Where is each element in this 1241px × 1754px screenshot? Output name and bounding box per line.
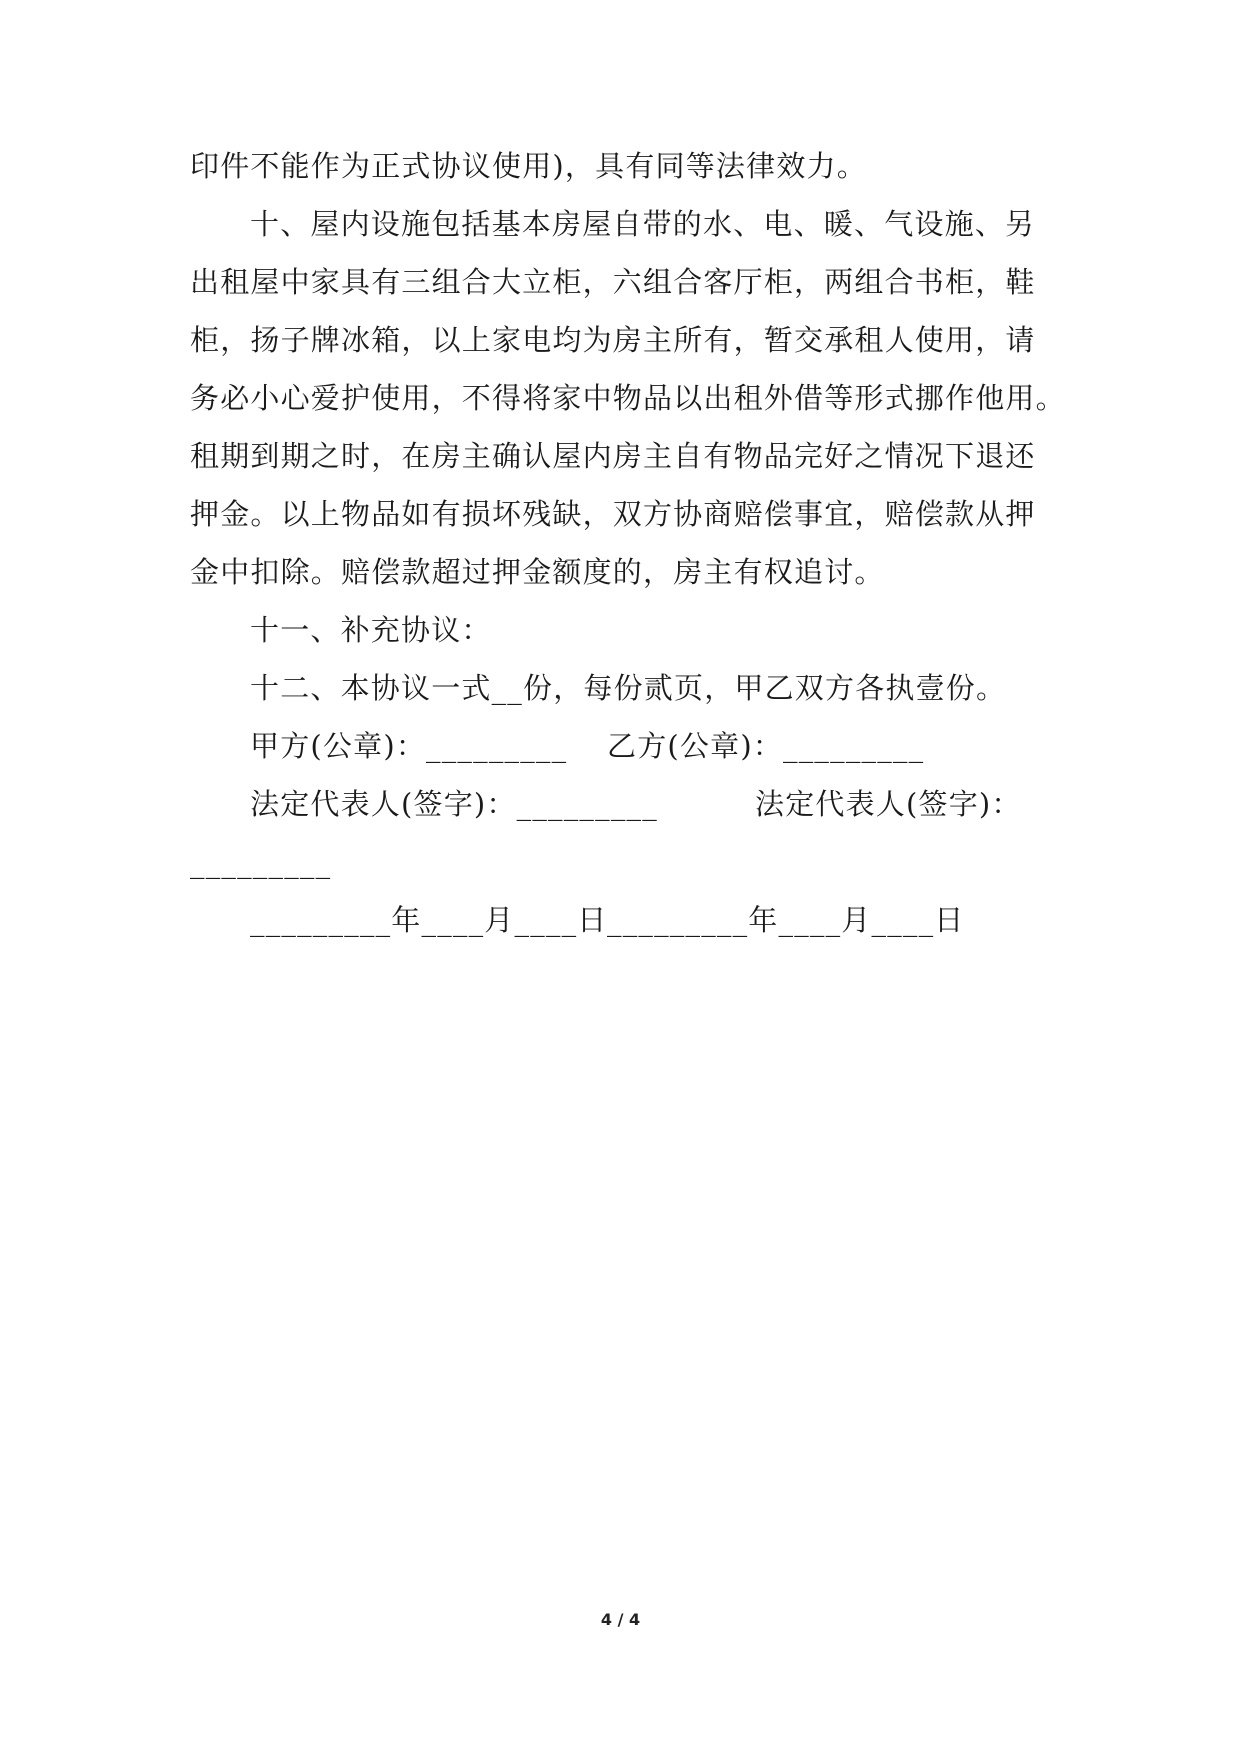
party-a-representative-field: 法定代表人(签字)：_________: [250, 787, 658, 821]
paragraph-line: 印件不能作为正式协议使用)，具有同等法律效力。: [190, 149, 867, 183]
date-field-a: _________年____月____日: [250, 903, 608, 937]
paragraph-line: 柜，扬子牌冰箱，以上家电均为房主所有，暂交承租人使用，请: [190, 323, 1036, 357]
paragraph-line: 务必小心爱护使用，不得将家中物品以出租外借等形式挪作他用。: [190, 381, 1066, 415]
paragraph-line: 金中扣除。赔偿款超过押金额度的，房主有权追讨。: [190, 555, 885, 589]
party-a-seal-field: 甲方(公章)：_________: [250, 729, 568, 763]
page-number: 4 / 4: [600, 1610, 641, 1629]
party-b-representative-field: 法定代表人(签字)：: [755, 787, 1022, 821]
paragraph-line: 押金。以上物品如有损坏残缺，双方协商赔偿事宜，赔偿款从押: [190, 497, 1036, 531]
paragraph-line: 出租屋中家具有三组合大立柜，六组合客厅柜，两组合书柜，鞋: [190, 265, 1036, 299]
date-field-b: _________年____月____日: [607, 903, 965, 937]
clause-11-line: 十一、补充协议：: [250, 613, 492, 647]
party-b-seal-field: 乙方(公章)：_________: [607, 729, 925, 763]
clause-10-line: 十、屋内设施包括基本房屋自带的水、电、暖、气设施、另: [250, 207, 1036, 241]
clause-12-line: 十二、本协议一式__份，每份贰页，甲乙双方各执壹份。: [250, 671, 1007, 705]
party-b-representative-blank: _________: [190, 845, 332, 879]
paragraph-line: 租期到期之时，在房主确认屋内房主自有物品完好之情况下退还: [190, 439, 1036, 473]
